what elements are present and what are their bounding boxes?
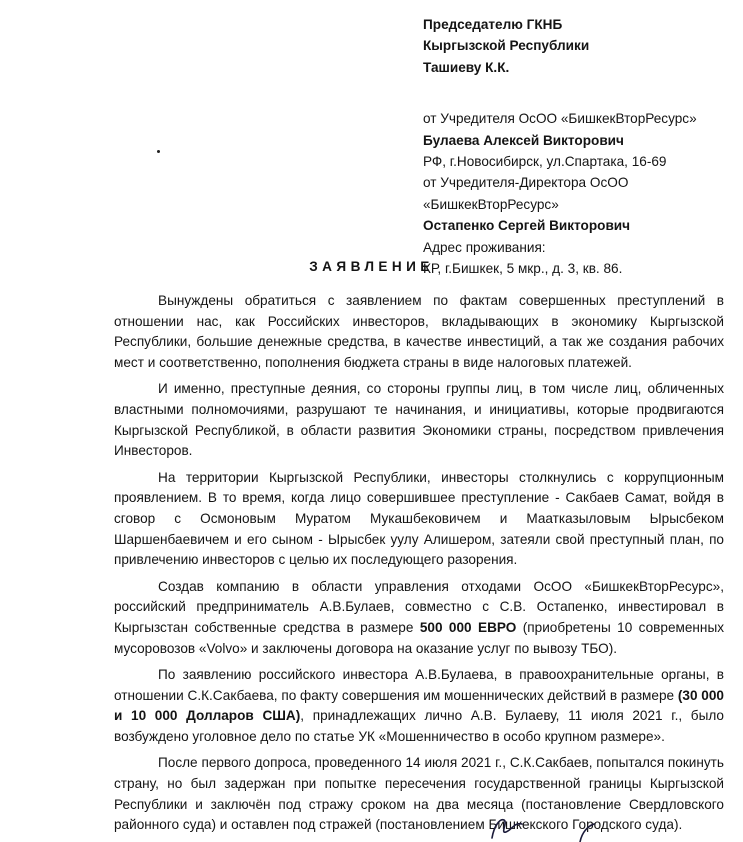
header-block bbox=[423, 14, 733, 279]
sender-from-2-line-1: от Учредителя-Директора ОсОО bbox=[423, 175, 629, 191]
sender-address-2-label: Адрес проживания: bbox=[423, 239, 546, 255]
paragraph-4-text-c: (приобретены 10 современных мусоровозов «Volvo» и заключены договора на оказание услуг по вывозу ТБО). bbox=[114, 619, 725, 656]
signature-mark bbox=[470, 808, 610, 842]
paragraph-5 bbox=[114, 665, 724, 747]
paragraph-4 bbox=[114, 577, 724, 659]
paragraph-5-amount: (30 000 и 10 000 Долларов США) bbox=[114, 687, 724, 724]
paragraph-5-text-c: , принадлежащих лично А.В. Булаеву, 11 июля 2021 г., было возбуждено уголовное дело по статье УК «Мошенничество в особо крупном размере». bbox=[114, 708, 724, 744]
paragraph-6: После первого допроса, проведенного 14 июля 2021 г., С.К.Сакбаев, попытался покинуть страну, но был задержан при попытке пересечения государственной границы Кыргызской Республики и заключён под стражу сроком на два месяца (постановление Свердловского районного суда) и оставлен под стражей (постановлением Бишкекского Городского суда). bbox=[114, 755, 724, 833]
paragraph-3: На территории Кыргызской Республики, инвесторы столкнулись с коррупционным проявлением. В то время, когда лицо совершившее преступление - Сакбаев Самат, войдя в сговор с Осмоновым Муратом Мукашбековичем и Маатказыловым Ырысбеком Шаршенбаевичем и его сыном - Ырысбек уулу Алишером, затеяли свой преступный план, по привлечению инвесторов с целью их последующего разорения. bbox=[114, 469, 724, 568]
sender-from-2-line-2: «БишкекВторРесурс» bbox=[423, 196, 559, 212]
sender-name-2: Остапенко Сергей Викторович bbox=[423, 218, 631, 234]
paragraph-4-text-a: Создав компанию в области управления отходами ОсОО «БишкекВторРесурс», российский предприниматель А.В.Булаев, совместно с С.В. Остапенко, инвестировал в Кыргызстан собственные средства в размере bbox=[114, 578, 724, 635]
paragraph-1: Вынуждены обратиться с заявлением по фактам совершенных преступлений в отношении нас, как Российских инвесторов, вкладывающих в экономику Кыргызской Республики, большие денежные средства, в качестве инвестиций, а так же создания рабочих мест и соответственно, пополнения бюджета страны в виде налоговых платежей. bbox=[114, 293, 724, 370]
document-body bbox=[114, 291, 724, 842]
header-gap bbox=[423, 78, 733, 108]
addressee-line-2: Кыргызской Республики bbox=[423, 38, 590, 54]
sender-from-1: от Учредителя ОсОО «БишкекВторРесурс» bbox=[423, 111, 697, 127]
stray-dot bbox=[157, 150, 160, 153]
sender-address-1: РФ, г.Новосибирск, ул.Спартака, 16-69 bbox=[423, 154, 667, 170]
paragraph-5-text-a: По заявлению российского инвестора А.В.Булаева, в правоохранительные органы, в отношении С.К.Сакбаева, по факту совершения им мошеннических действий в размере bbox=[114, 667, 724, 703]
addressee-line-1: Председателю ГКНБ bbox=[423, 17, 563, 32]
document-title: ЗАЯВЛЕНИЕ bbox=[309, 259, 434, 274]
paragraph-2: И именно, преступные деяния, со стороны группы лиц, в том числе лиц, обличенных властными полномочиями, разрушают те начинания, и инициативы, которые продвигаются Кыргызской Республикой, в области развития Экономики страны, посредством привлечения Инвесторов. bbox=[114, 381, 724, 459]
addressee-line-3: Ташиеву К.К. bbox=[423, 59, 510, 75]
paragraph-4-amount: 500 000 ЕВРО bbox=[419, 619, 517, 635]
sender-name-1: Булаева Алексей Викторович bbox=[423, 132, 624, 148]
sender-address-2: КР, г.Бишкек, 5 мкр., д. 3, кв. 86. bbox=[423, 261, 623, 277]
